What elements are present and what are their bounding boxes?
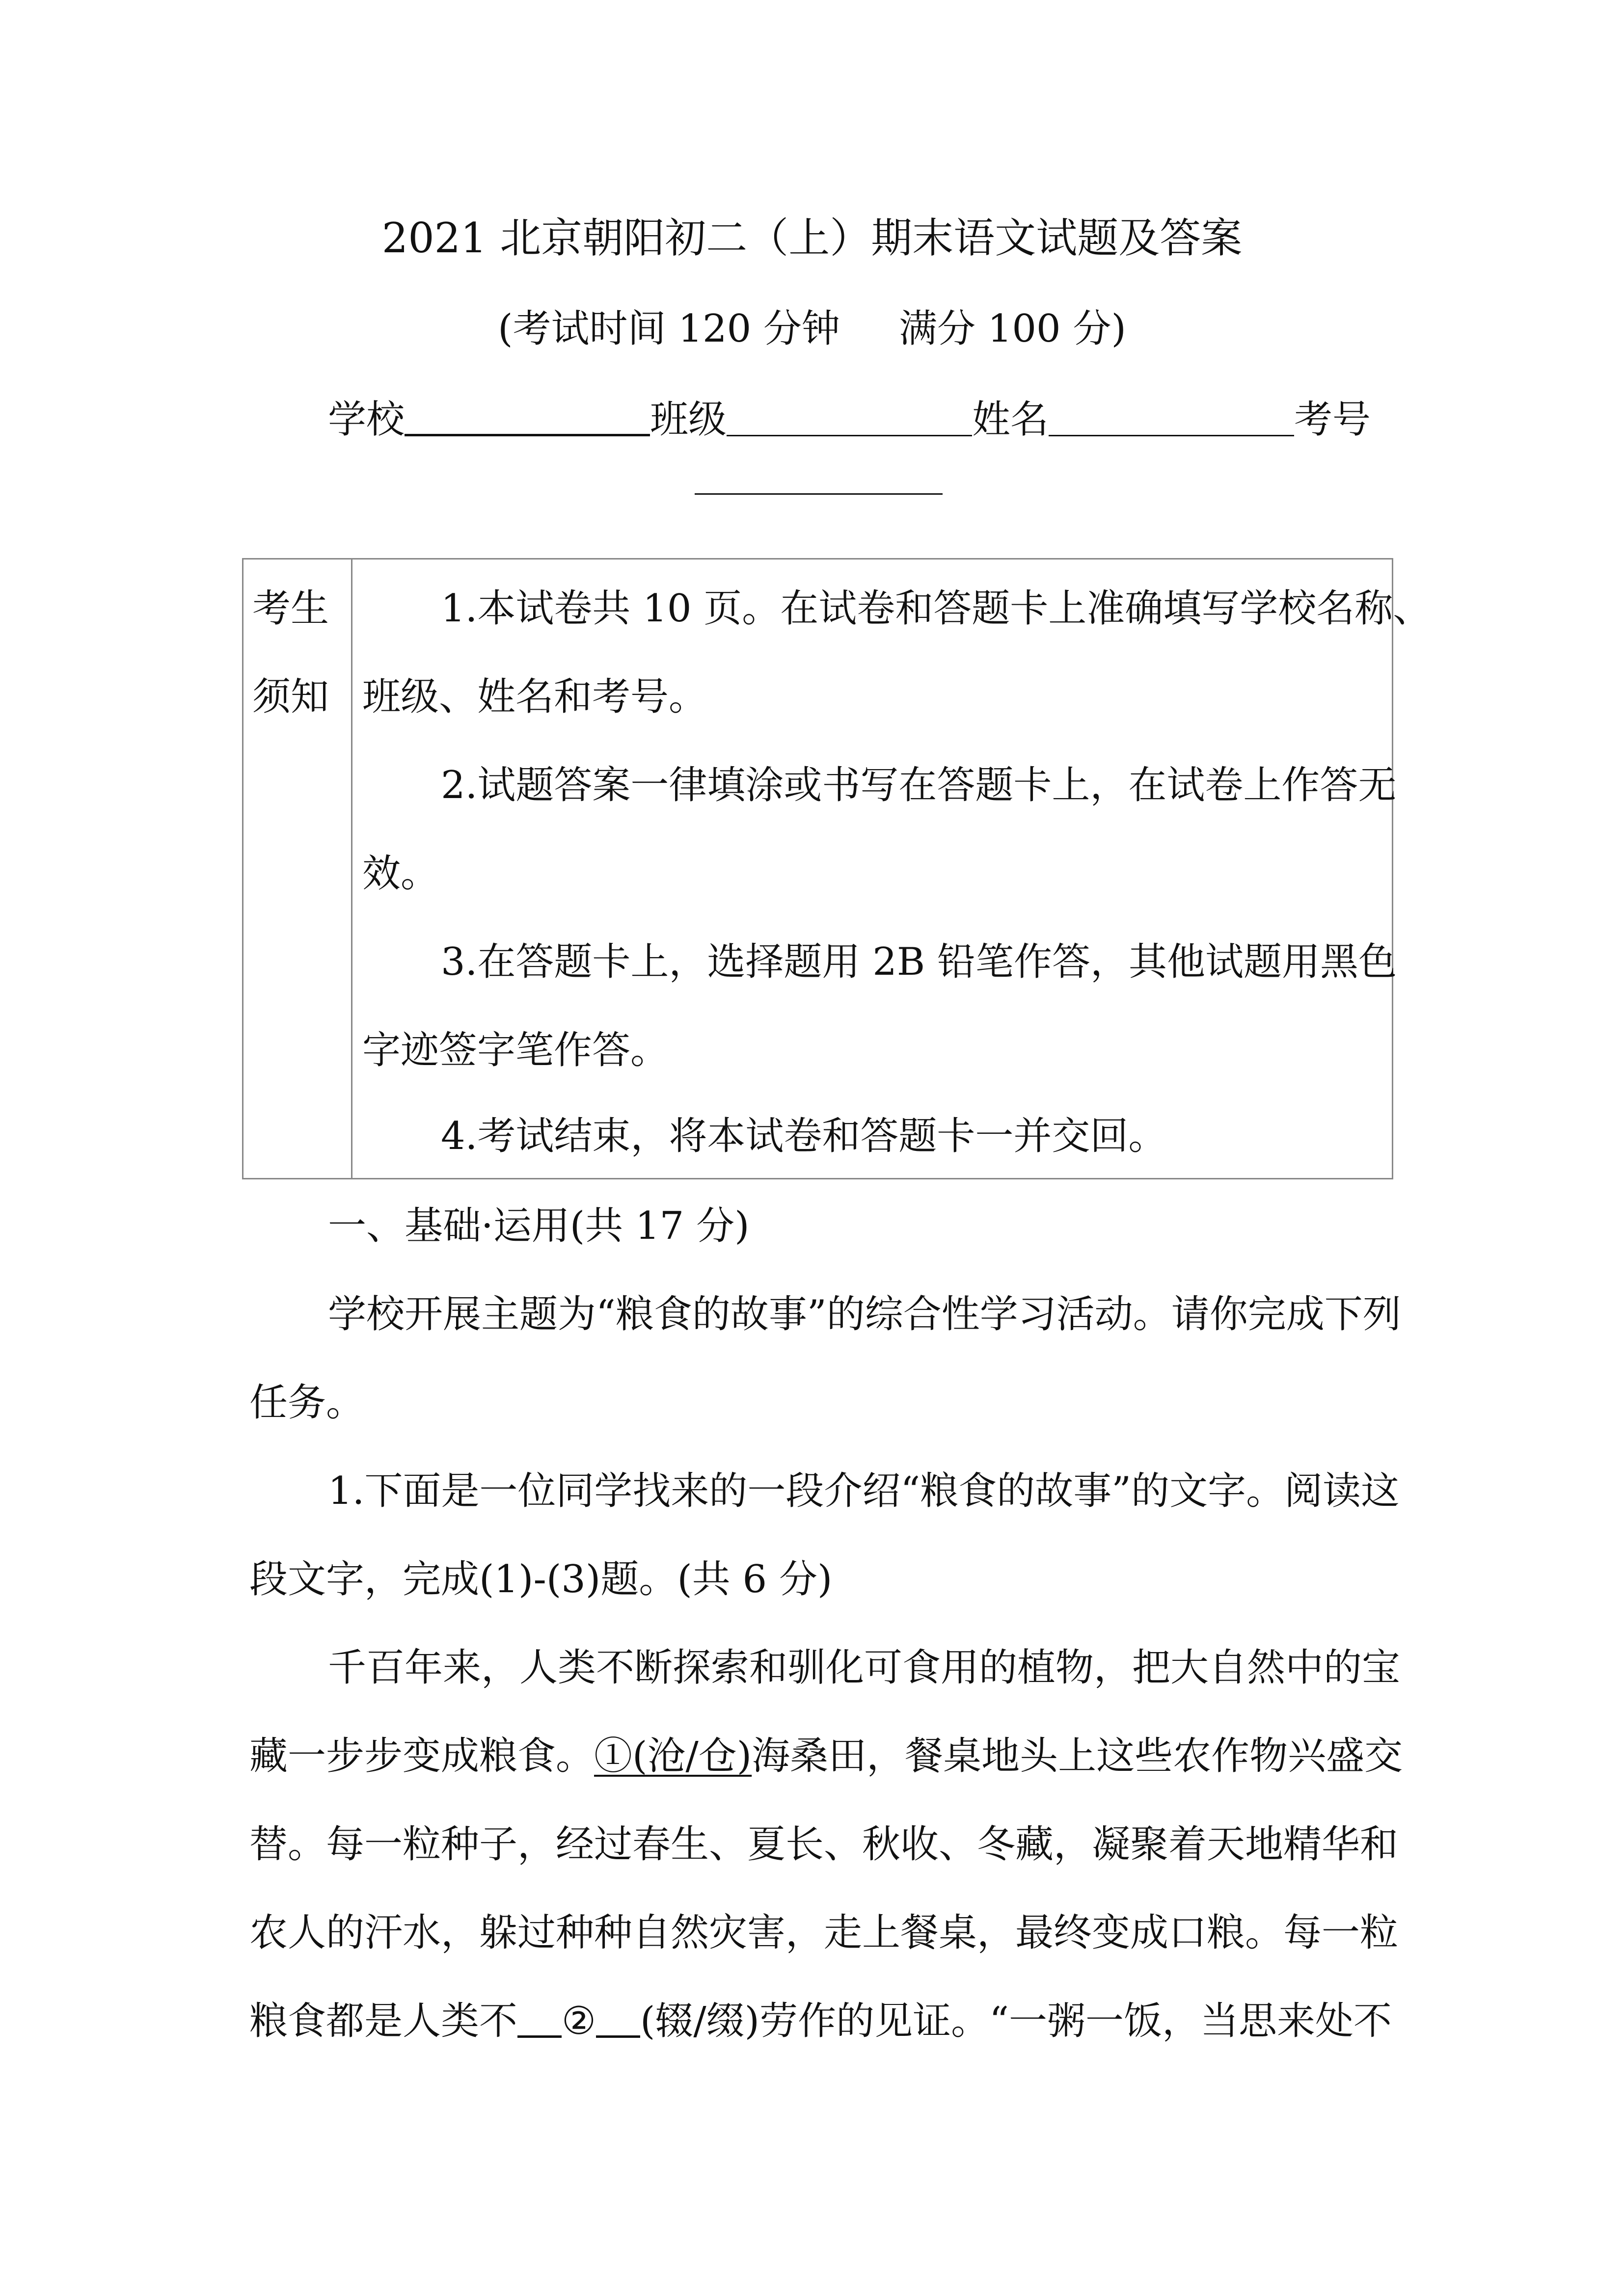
question-1-line-1: 1.下面是一位同学找来的一段介绍“粮食的故事”的文字。阅读这 [328,1469,1400,1513]
passage-line-5-start: 粮食都是人类不 [249,1999,518,2043]
number-blank[interactable] [695,493,943,495]
notice-item-3-line2: 字迹签字笔作答。 [362,1028,669,1072]
notice-item-1-line2: 班级、姓名和考号。 [362,675,707,719]
blank-2-right [596,2001,640,2038]
passage-line-4: 农人的汗水，躲过种种自然灾害，走上餐桌，最终变成口粮。每一粒 [249,1911,1399,1955]
class-label: 班级 [650,398,727,442]
notice-heading-cell [244,560,352,1178]
school-blank[interactable] [405,400,650,436]
notice-heading-line1: 考生 [252,587,329,631]
passage-line-5 [249,1994,1392,2048]
name-label: 姓名 [972,398,1049,442]
notice-item-3-line1: 3.在答题卡上，选择题用 2B 铅笔作答，其他试题用黑色 [441,940,1397,984]
name-blank[interactable] [1049,400,1294,436]
notice-content-cell [352,560,1432,1178]
notice-heading-line2: 须知 [252,675,329,719]
notice-item-1-line1: 1.本试卷共 10 页。在试卷和答题卡上准确填写学校名称、 [441,587,1432,631]
exam-full-score: 满分 100 分) [899,307,1126,351]
intro-line-2: 任务。 [249,1381,365,1425]
section-heading: 一、基础·运用(共 17 分) [328,1204,750,1248]
notice-item-2-line2: 效。 [362,852,439,896]
exam-notice-table [242,558,1432,1179]
notice-item-2-line1: 2.试题答案一律填涂或书写在答题卡上，在试卷上作答无 [441,763,1397,807]
passage-line-2-start: 藏一步步变成粮食。 [249,1734,595,1778]
blank-1-option: ①(沧/仓) [594,1734,752,1778]
blank-2-marker: ② [562,1999,596,2043]
student-info-fields [328,393,1371,447]
school-label: 学校 [328,398,405,442]
passage-line-3: 替。每一粒种子，经过春生、夏长、秋收、冬藏，凝聚着天地精华和 [249,1822,1399,1867]
class-blank[interactable] [727,400,972,436]
question-1-line-2: 段文字，完成(1)-(3)题。(共 6 分) [249,1557,833,1602]
exam-time: (考试时间 120 分钟 [498,307,840,351]
exam-meta [0,302,1624,356]
notice-item-4-line1: 4.考试结束，将本试卷和答题卡一并交回。 [441,1114,1167,1158]
passage-line-2 [249,1729,1403,1783]
page-title: 2021 北京朝阳初二（上）期末语文试题及答案 [381,214,1243,262]
number-label: 考号 [1294,398,1371,442]
blank-2-left [517,2001,562,2038]
passage-line-1: 千百年来，人类不断探索和驯化可食用的植物，把大自然中的宝 [328,1646,1401,1690]
passage-line-5-end: (辍/缀)劳作的见证。“一粥一饭，当思来处不 [640,1999,1392,2043]
passage-line-2-end: 海桑田，餐桌地头上这些农作物兴盛交 [752,1734,1403,1778]
intro-line-1: 学校开展主题为“粮食的故事”的综合性学习活动。请你完成下列 [328,1292,1401,1336]
